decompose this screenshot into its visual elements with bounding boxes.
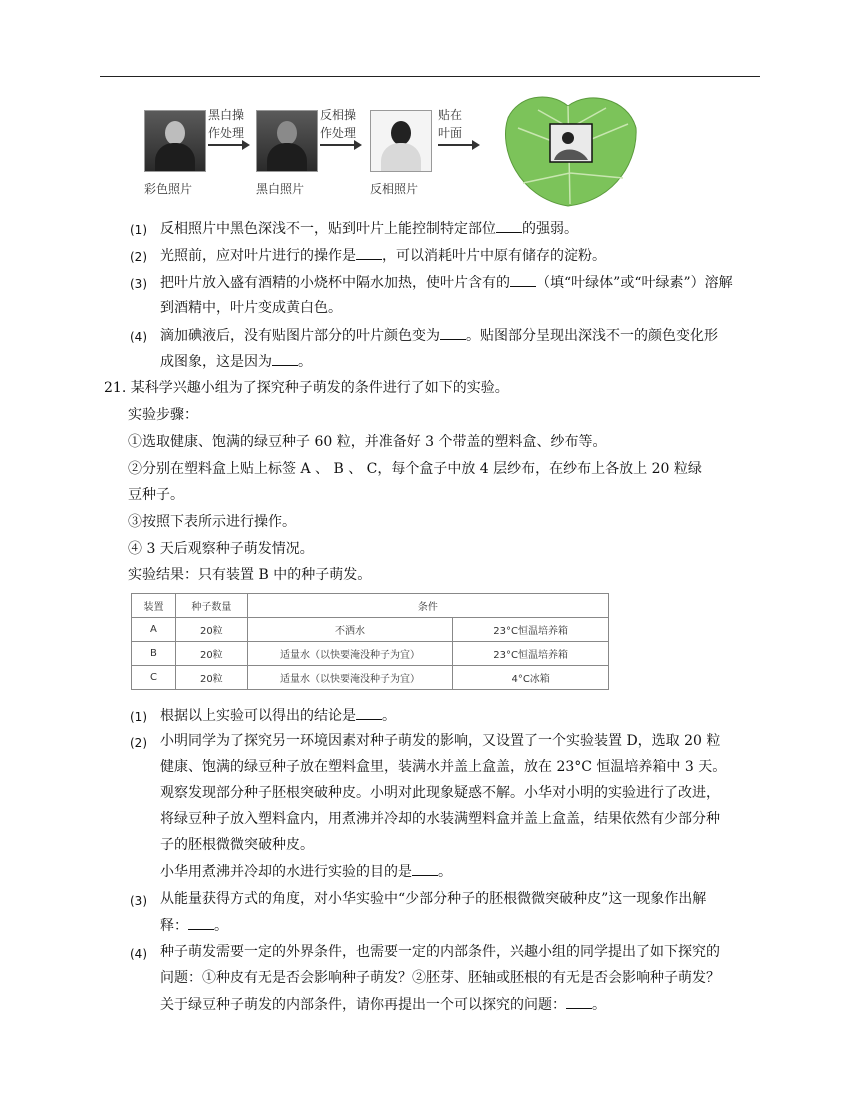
header-rule [100, 76, 760, 77]
answer-blank[interactable] [496, 218, 522, 233]
steps-label: 实验步骤： [128, 407, 198, 423]
q20-3-text-line2: 到酒精中，叶片变成黄白色。 [160, 300, 342, 316]
table-cell: 20粒 [175, 618, 247, 642]
table-cell: 20粒 [175, 642, 247, 666]
step-2: ②分别在塑料盒上贴上标签 A 、 B 、 C，每个盒子中放 4 层纱布，在纱布上各放上 20 粒绿 [128, 461, 702, 477]
table-header: 种子数量 [175, 594, 247, 618]
q21-stem: 21. 某科学兴趣小组为了探究种子萌发的条件进行了如下的实验。 [104, 380, 509, 396]
q21-2-question: 小华用煮沸并冷却的水进行实验的目的是 。 [160, 861, 452, 882]
table-cell: C [132, 666, 176, 690]
experiment-result: 实验结果：只有装置 B 中的种子萌发。 [128, 567, 372, 583]
answer-blank[interactable] [440, 325, 466, 340]
q21-3-text: 从能量获得方式的角度，对小华实验中“少部分种子的胚根微微突破种皮”这一现象作出解 [160, 891, 707, 907]
table-row [132, 618, 609, 642]
arrow-right-icon [438, 144, 478, 146]
q20-3-number: (3) [130, 277, 147, 291]
q20-3-text: 把叶片放入盛有酒精的小烧杯中隔水加热，使叶片含有的 （填“叶绿体”或“叶绿素”）溶解 [160, 272, 733, 293]
answer-blank[interactable] [188, 915, 214, 930]
arrow-right-icon [208, 144, 248, 146]
answer-blank[interactable] [356, 705, 382, 720]
q21-4-text: 种子萌发需要一定的外界条件，也需要一定的内部条件，兴趣小组的同学提出了如下探究的 [160, 944, 720, 960]
answer-blank[interactable] [566, 994, 592, 1009]
arrow-1-label: 黑白操 作处理 [208, 108, 245, 140]
table-cell: 不洒水 [247, 618, 453, 642]
q21-4-question: 关于绿豆种子萌发的内部条件，请你再提出一个可以探究的问题： 。 [160, 994, 606, 1015]
step-1: ①选取健康、饱满的绿豆种子 60 粒，并准备好 3 个带盖的塑料盒、纱布等。 [128, 434, 607, 450]
q21-4-text: 问题：①种皮有无是否会影响种子萌发？②胚芽、胚轴或胚根的有无是否会影响种子萌发？ [160, 970, 720, 986]
table-row [132, 666, 609, 690]
inverted-photo-caption: 反相照片 [370, 182, 419, 196]
q21-3-number: (3) [130, 894, 147, 908]
q21-4-number: (4) [130, 947, 147, 961]
experiment-table [131, 593, 609, 690]
q20-2-text: 光照前，应对叶片进行的操作是 ，可以消耗叶片中原有储存的淀粉。 [160, 245, 606, 266]
bw-photo-image [256, 110, 318, 172]
step-4: ④ 3 天后观察种子萌发情况。 [128, 541, 314, 557]
table-header: 装置 [132, 594, 176, 618]
table-cell: 23°C恒温培养箱 [453, 618, 609, 642]
process-figure [140, 88, 640, 208]
answer-blank[interactable] [510, 272, 536, 287]
table-cell: 20粒 [175, 666, 247, 690]
arrow-3-label: 贴在 叶面 [438, 108, 463, 140]
answer-blank[interactable] [272, 351, 298, 366]
q20-1-text: 反相照片中黑色深浅不一，贴到叶片上能控制特定部位 的强弱。 [160, 218, 578, 239]
q21-2-text: 小明同学为了探究另一环境因素对种子萌发的影响，又设置了一个实验装置 D，选取 20 粒 [160, 733, 721, 749]
q21-3-text-line2: 释： 。 [160, 915, 228, 936]
answer-blank[interactable] [412, 861, 438, 876]
color-photo-image [144, 110, 206, 172]
step-2-cont: 豆种子。 [128, 487, 184, 503]
q21-2-text: 将绿豆种子放入塑料盒内，用煮沸并冷却的水装满塑料盒并盖上盒盖，结果依然有少部分种 [160, 811, 720, 827]
table-cell: 适量水（以快要淹没种子为宜） [247, 666, 453, 690]
step-3: ③按照下表所示进行操作。 [128, 514, 296, 530]
table-cell: 适量水（以快要淹没种子为宜） [247, 642, 453, 666]
q21-2-number: (2) [130, 736, 147, 750]
q21-2-text: 子的胚根微微突破种皮。 [160, 837, 314, 853]
q20-4-number: (4) [130, 330, 147, 344]
table-cell: 23°C恒温培养箱 [453, 642, 609, 666]
q21-1-text: 根据以上实验可以得出的结论是 。 [160, 705, 396, 726]
q20-4-text-line2: 成图象，这是因为 。 [160, 351, 312, 372]
arrow-2-label: 反相操 作处理 [320, 108, 357, 140]
color-photo-caption: 彩色照片 [144, 182, 193, 196]
table-row [132, 642, 609, 666]
table-cell: A [132, 618, 176, 642]
arrow-right-icon [320, 144, 360, 146]
inverted-photo-image [370, 110, 432, 172]
q21-1-number: (1) [130, 710, 147, 724]
q20-4-text: 滴加碘液后，没有贴图片部分的叶片颜色变为 。贴图部分呈现出深浅不一的颜色变化形 [160, 325, 718, 346]
q21-2-text: 观察发现部分种子胚根突破种皮。小明对此现象疑惑不解。小华对小明的实验进行了改进， [160, 785, 720, 801]
q20-2-number: (2) [130, 250, 147, 264]
leaf-image [488, 88, 642, 208]
answer-blank[interactable] [356, 245, 382, 260]
q20-1-number: (1) [130, 223, 147, 237]
q21-2-text: 健康、饱满的绿豆种子放在塑料盒里，装满水并盖上盒盖，放在 23°C 恒温培养箱中 3 天。 [160, 759, 727, 775]
table-header: 条件 [247, 594, 608, 618]
table-cell: 4°C冰箱 [453, 666, 609, 690]
bw-photo-caption: 黑白照片 [256, 182, 305, 196]
table-cell: B [132, 642, 176, 666]
table-header-row [132, 594, 609, 618]
